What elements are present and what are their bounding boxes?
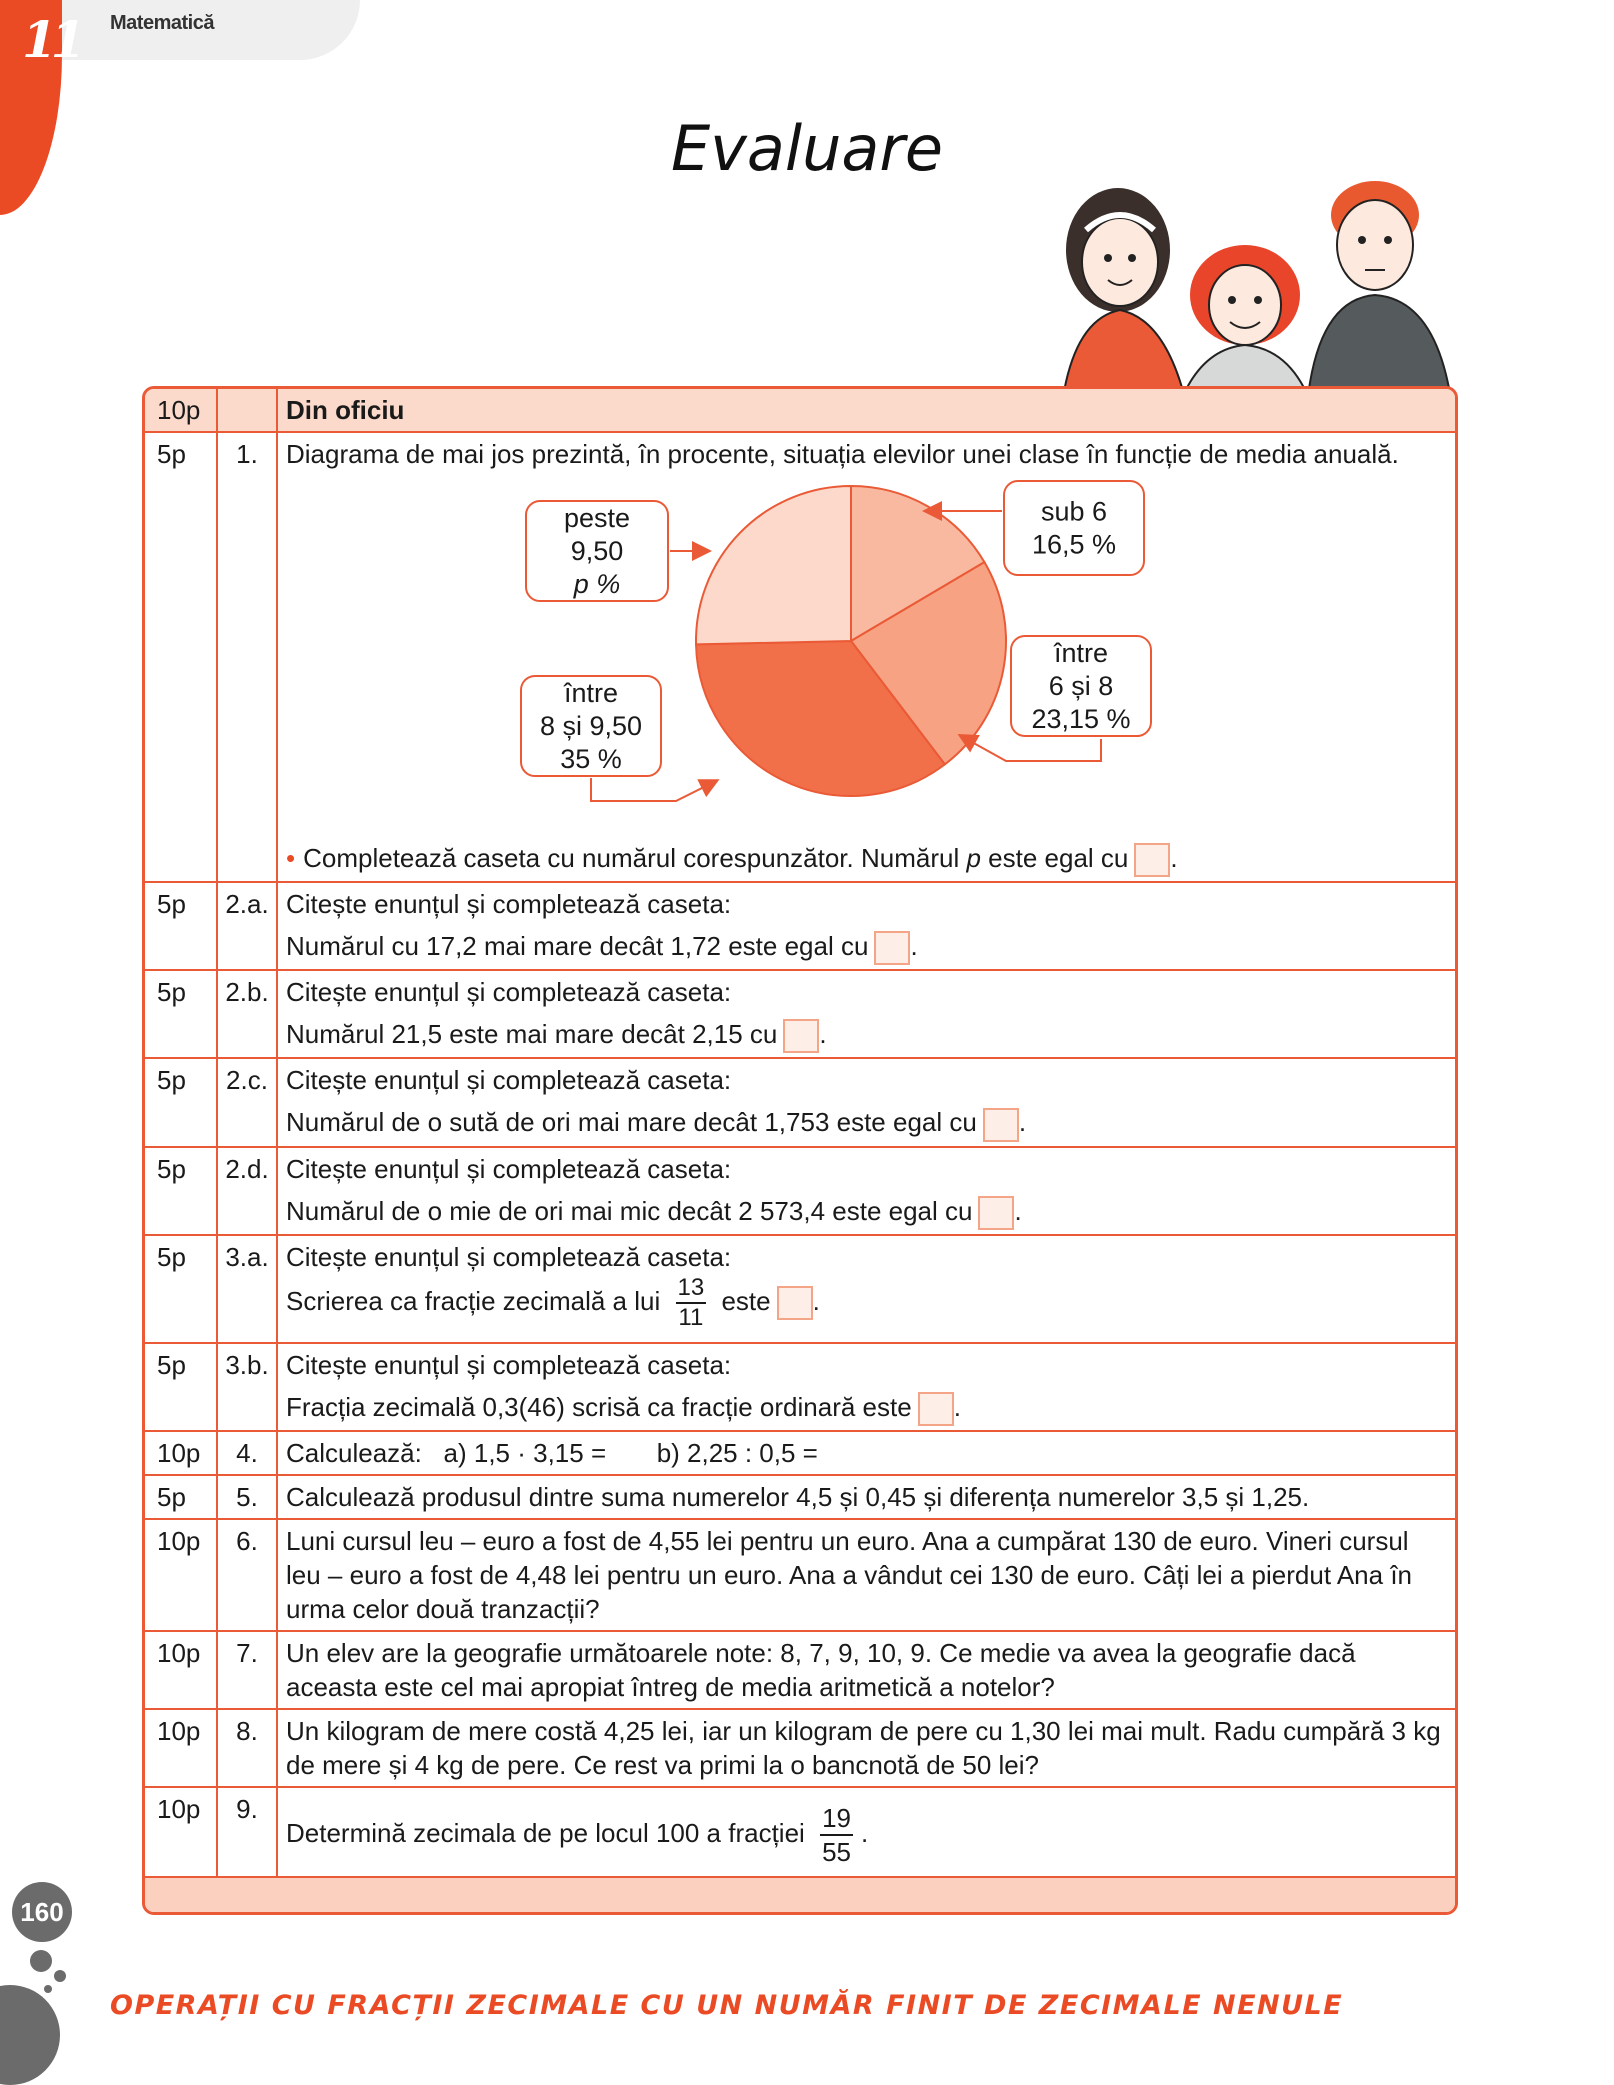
number-cell: 7. [218, 1632, 278, 1708]
page-number: 160 [12, 1882, 72, 1942]
question-instruction: Citește enunțul și completează caseta: [286, 889, 732, 920]
number-cell: 2.b. [218, 971, 278, 1057]
arrow-8-9-50 [591, 778, 716, 801]
statement-text-end: este [721, 1285, 771, 1316]
number-cell: 2.c. [218, 1059, 278, 1145]
number-cell: 2.d. [218, 1148, 278, 1234]
question-statement: Scrierea ca fracție zecimală a lui $\frac{13}{11}$ este . [286, 1273, 820, 1331]
statement-text: Numărul de o sută de ori mai mare decât 1,753 este egal cu [286, 1107, 977, 1138]
question-text: Un kilogram de mere costă 4,25 lei, iar un kilogram de pere cu 1,30 lei mai mult. Radu cumpără 3 kg de mere și 4 kg de pere. Ce rest va primi la o bancnotă de 50 lei? [286, 1715, 1441, 1780]
question-text [278, 883, 1455, 969]
fraction [676, 1274, 707, 1332]
question-statement: Numărul de o sută de ori mai mare decât 1,753 este egal cu . [286, 1105, 1447, 1141]
question-row-9 [145, 1786, 1455, 1876]
callout-peste-9-50 [526, 501, 668, 601]
question-statement: Fracția zecimală 0,3(46) scrisă ca fracție ordinară este . [286, 1390, 1447, 1426]
question-row-3b [145, 1342, 1455, 1430]
question-statement: Numărul de o mie de ori mai mic decât 2 573,4 este egal cu . [286, 1194, 1447, 1230]
points-cell: 5p [145, 1148, 218, 1234]
question-row-2b [145, 969, 1455, 1057]
statement-text: Determină zecimala de pe locul 100 a fracției [286, 1817, 805, 1848]
question-row-2a [145, 881, 1455, 969]
question-instruction: Citește enunțul și completează caseta: [286, 1153, 732, 1184]
callout-label: 9,50 [570, 536, 624, 566]
instruction-end: este egal cu [988, 843, 1129, 873]
page-title: Evaluare [670, 112, 943, 185]
question-instruction: Citește enunțul și completează caseta: [286, 1065, 732, 1096]
question-text [278, 1059, 1455, 1145]
decor-dot [44, 1985, 52, 1993]
question-statement: Numărul 21,5 este mai mare decât 2,15 cu . [286, 1017, 1447, 1053]
question-text: Determină zecimala de pe locul 100 a fracției $\frac{19}{55}$ . [286, 1802, 869, 1867]
question-text [278, 1148, 1455, 1234]
question-row-7 [145, 1630, 1455, 1708]
question-statement: Numărul cu 17,2 mai mare decât 1,72 este egal cu . [286, 929, 1447, 965]
question-row-2c [145, 1057, 1455, 1145]
points-cell: 10p [145, 389, 218, 431]
question-text [278, 1236, 1455, 1342]
header-text: Din oficiu [286, 395, 405, 425]
question-instruction: Citește enunțul și completează caseta: [286, 1241, 732, 1272]
number-cell: 1. [218, 433, 278, 881]
question-text: Calculează produsul dintre suma numerelor 4,5 și 0,45 și diferența numerelor 3,5 și 1,25. [286, 1481, 1310, 1512]
statement-text: Numărul cu 17,2 mai mare decât 1,72 este egal cu [286, 931, 869, 962]
question-row-4 [145, 1430, 1455, 1474]
fraction-denominator: 55 [822, 1836, 851, 1867]
question-row-3a [145, 1234, 1455, 1342]
chapter-number: 11 [22, 10, 80, 69]
arrow-6-8 [961, 736, 1101, 761]
fraction [820, 1802, 853, 1868]
question-text: Calculează: a) 1,5 · 3,15 = b) 2,25 : 0,5 = [286, 1437, 818, 1468]
question-row-5 [145, 1474, 1455, 1518]
number-cell: 9. [218, 1788, 278, 1876]
question-text: Un elev are la geografie următoarele note: 8, 7, 9, 10, 9. Ce medie va avea la geografie dacă aceasta este cel mai apropiat întreg de media aritmetică a notelor? [286, 1637, 1356, 1702]
question-row-8 [145, 1708, 1455, 1786]
points-cell: 5p [145, 1059, 218, 1145]
answer-box-1[interactable] [1134, 843, 1170, 877]
variable-p: p [966, 843, 981, 873]
answer-box-2a[interactable] [874, 931, 910, 965]
callout-box [1004, 481, 1144, 575]
callout-label: 23,15 % [1031, 704, 1131, 734]
number-cell: 2.a. [218, 883, 278, 969]
question-1-statement: Diagrama de mai jos prezintă, în procente, situația elevilor unei clase în funcție de media anuală. [286, 439, 1399, 469]
statement-text: Scrierea ca fracție zecimală a lui [286, 1285, 661, 1316]
callout-label: peste [563, 503, 631, 533]
table-footer-row [145, 1876, 1455, 1912]
pie-chart [286, 471, 1446, 841]
points-cell: 10p [145, 1710, 218, 1786]
points-cell: 10p [145, 1788, 218, 1876]
callout-label: 8 și 9,50 [539, 711, 643, 741]
decor-dot [30, 1950, 52, 1972]
points-cell: 10p [145, 1520, 218, 1630]
callout-label: 35 % [560, 744, 622, 774]
table-header-row [145, 389, 1455, 431]
callout-label: p % [573, 569, 621, 599]
callout-label: 6 și 8 [1048, 671, 1114, 701]
points-cell: 5p [145, 971, 218, 1057]
pie-chart-area [286, 471, 1447, 841]
answer-box-3b[interactable] [918, 1392, 954, 1426]
number-cell: 3.b. [218, 1344, 278, 1430]
callout-label: 16,5 % [1031, 529, 1117, 560]
fraction-numerator: 13 [676, 1274, 707, 1304]
question-row-1 [145, 431, 1455, 881]
footer-circle [0, 1985, 60, 2085]
statement-text: Numărul de o mie de ori mai mic decât 2 573,4 este egal cu [286, 1195, 973, 1226]
question-row-6 [145, 1518, 1455, 1630]
question-instruction: Citește enunțul și completează caseta: [286, 1349, 732, 1380]
points-cell: 5p [145, 1236, 218, 1342]
points-cell: 5p [145, 433, 218, 881]
question-text [278, 1344, 1455, 1430]
number-cell: 8. [218, 1710, 278, 1786]
decor-dot [54, 1970, 66, 1982]
fraction-denominator: 11 [678, 1303, 704, 1331]
number-cell: 3.a. [218, 1236, 278, 1342]
callout-label: între [1053, 638, 1109, 668]
callout-label: sub 6 [1040, 496, 1108, 527]
answer-box-2c[interactable] [983, 1108, 1019, 1142]
question-text: Luni cursul leu – euro a fost de 4,55 lei pentru un euro. Ana a cumpărat 130 de euro. Vineri cursul leu – euro a fost de 4,48 lei pentru un euro. Ana a vândut cei 130 de euro. Câți lei a pierdut Ana în urma celor două tranzacții? [286, 1525, 1413, 1624]
answer-box-3a[interactable] [777, 1286, 813, 1320]
question-text [278, 971, 1455, 1057]
question-1-instruction: • Completează caseta cu numărul corespunzător. Numărul p este egal cu . [286, 841, 1447, 877]
bullet-icon: • [286, 843, 296, 873]
statement-text: Fracția zecimală 0,3(46) scrisă ca fracție ordinară este [286, 1391, 912, 1422]
question-instruction: Citește enunțul și completează caseta: [286, 977, 732, 1008]
points-cell: 10p [145, 1432, 218, 1474]
number-cell: 6. [218, 1520, 278, 1630]
callout-label: între [563, 678, 619, 708]
points-cell: 5p [145, 883, 218, 969]
points-cell: 5p [145, 1344, 218, 1430]
chapter-footer-title: OPERAȚII CU FRACȚII ZECIMALE CU UN NUMĂR FINIT DE ZECIMALE NENULE [110, 1990, 1344, 2021]
pie-slice-peste-9-50 [696, 486, 851, 644]
answer-box-2b[interactable] [783, 1019, 819, 1053]
points-cell: 10p [145, 1632, 218, 1708]
fraction-numerator: 19 [820, 1802, 853, 1836]
statement-text: Numărul 21,5 este mai mare decât 2,15 cu [286, 1019, 778, 1050]
subject-label: Matematică [110, 12, 214, 34]
number-cell: 4. [218, 1432, 278, 1474]
points-cell: 5p [145, 1476, 218, 1518]
evaluation-table [142, 386, 1458, 1915]
question-row-2d [145, 1146, 1455, 1234]
number-cell [218, 389, 278, 431]
answer-box-2d[interactable] [978, 1196, 1014, 1230]
number-cell: 5. [218, 1476, 278, 1518]
question-text [278, 433, 1455, 881]
callout-8-9-50 [521, 676, 661, 776]
instruction-text: Completează caseta cu numărul corespunzător. Numărul [303, 843, 960, 873]
callout-6-8 [1011, 636, 1151, 736]
callout-sub-6 [1004, 481, 1144, 575]
